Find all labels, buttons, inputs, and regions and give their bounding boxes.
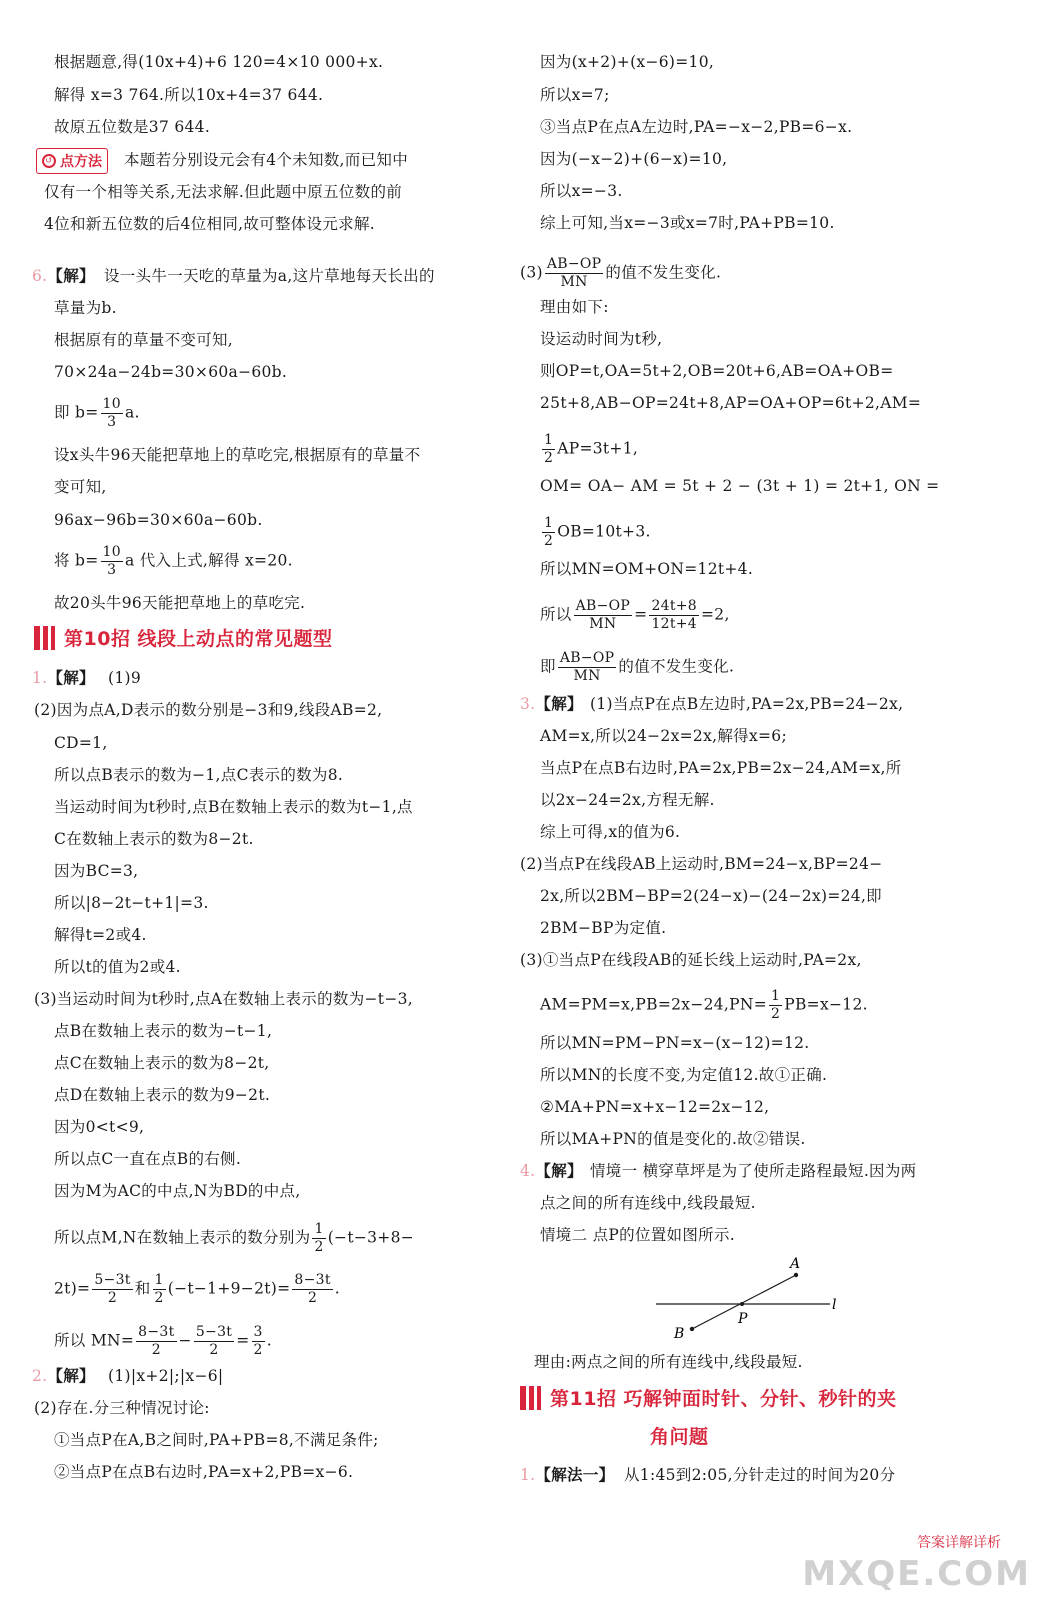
text-line: 2BM−BP为定值. — [540, 919, 667, 937]
text-line: 故原五位数是37 644. — [54, 118, 211, 136]
text-line: 所以MN=OM+ON=12t+4. — [540, 560, 754, 578]
section-heading-11: 第11招 巧解钟面时针、分针、秒针的夹 — [520, 1384, 897, 1411]
text-line: 所以t的值为2或4. — [54, 958, 181, 976]
label-b: B — [674, 1326, 685, 1342]
text-line: (1)|x+2|;|x−6| — [108, 1367, 224, 1385]
text-line: 综上可知,当x=−3或x=7时,PA+PB=10. — [540, 214, 835, 232]
problem-number: 1.【解】 — [32, 668, 95, 687]
text-line: CD=1, — [54, 734, 108, 752]
text-line: 以2x−24=2x,方程无解. — [540, 791, 715, 809]
text-line: 所以点B表示的数为−1,点C表示的数为8. — [54, 766, 344, 784]
text-line: ②MA+PN=x+x−12=2x−12, — [540, 1098, 770, 1116]
problem-number: 3.【解】 — [520, 694, 583, 713]
text-line: 点B在数轴上表示的数为−t−1, — [54, 1022, 273, 1040]
text-line: (1)9 — [108, 669, 142, 687]
text-line: (1)当点P在点B左边时,PA=2x,PB=24−2x, — [590, 695, 904, 713]
formula-line: 所以 $\frac{AB-OP}{MN}$ = $\frac{24t+8}{12t+4}$ =2, — [540, 598, 730, 632]
text-line: 点D在数轴上表示的数为9−2t. — [54, 1086, 271, 1104]
formula-line: $\frac{1}{2}$ OB=10t+3. — [544, 515, 651, 549]
point-p-diagram — [650, 1255, 850, 1345]
text-line: 因为BC=3, — [54, 862, 139, 880]
text-line: 变可知, — [54, 478, 107, 496]
text-line: 当运动时间为t秒时,点B在数轴上表示的数为t−1,点 — [54, 798, 413, 816]
text-line: 当点P在点B右边时,PA=2x,PB=2x−24,AM=x,所 — [540, 759, 902, 777]
problem-number: 4.【解】 — [520, 1161, 583, 1180]
text-line: 因为M为AC的中点,N为BD的中点, — [54, 1182, 301, 1200]
text-line: 设x头牛96天能把草地上的草吃完,根据原有的草量不 — [54, 446, 421, 464]
text-line: (2)因为点A,D表示的数分别是−3和9,线段AB=2, — [34, 701, 383, 719]
text-line: 25t+8,AB−OP=24t+8,AP=OA+OP=6t+2,AM= — [540, 394, 922, 412]
text-line: 仅有一个相等关系,无法求解.但此题中原五位数的前 — [44, 183, 403, 201]
text-line: OM= OA− AM = 5t + 2 − (3t + 1) = 2t+1, ON = — [540, 477, 940, 495]
text-line: 根据原有的草量不变可知, — [54, 331, 234, 349]
text-line: ②当点P在点B右边时,PA=x+2,PB=x−6. — [54, 1463, 354, 1481]
text-line: 理由:两点之间的所有连线中,线段最短. — [534, 1353, 803, 1371]
text-line: 从1:45到2:05,分针走过的时间为20分 — [624, 1466, 896, 1484]
label-l: l — [832, 1297, 837, 1313]
text-line: AM=x,所以24−2x=2x,解得x=6; — [540, 727, 787, 745]
text-line: 故20头牛96天能把草地上的草吃完. — [54, 594, 306, 612]
text-line: C在数轴上表示的数为8−2t. — [54, 830, 254, 848]
text-line: 所以x=7; — [540, 86, 610, 104]
section-heading-11-cont: 角问题 — [650, 1426, 709, 1448]
text-line: ①当点P在A,B之间时,PA+PB=8,不满足条件; — [54, 1431, 379, 1449]
point-p — [740, 1302, 744, 1306]
text-line: 根据题意,得(10x+4)+6 120=4×10 000+x. — [54, 53, 384, 71]
text-line: 2x,所以2BM−BP=2(24−x)−(24−2x)=24,即 — [540, 887, 882, 905]
tip-label: 点方法 — [60, 154, 102, 170]
tip-icon: ↺ — [42, 154, 56, 168]
text-line: 设一头牛一天吃的草量为a,这片草地每天长出的 — [104, 267, 435, 285]
method-tip-badge — [36, 148, 108, 174]
formula-line: $\frac{1}{2}$ AP=3t+1, — [544, 432, 639, 466]
formula-line: 2t)= $\frac{5-3t}{2}$ 和 $\frac{1}{2}$ (−t−1+9−2t)= $\frac{8-3t}{2}$ . — [54, 1272, 341, 1306]
point-a — [794, 1273, 798, 1277]
formula-line: AM=PM=x,PB=2x−24,PN= $\frac{1}{2}$ PB=x−12. — [540, 988, 868, 1022]
text-line: (3)当运动时间为t秒时,点A在数轴上表示的数为−t−3, — [34, 990, 413, 1008]
formula-line: 将 b= $\frac{10}{3}$ a 代入上式,解得 x=20. — [54, 544, 293, 578]
text-line: ③当点P在点A左边时,PA=−x−2,PB=6−x. — [540, 118, 853, 136]
text-line: 设运动时间为t秒, — [540, 330, 663, 348]
text-line: 所以点C一直在点B的右侧. — [54, 1150, 242, 1168]
formula-line: 所以点M,N在数轴上表示的数分别为 $\frac{1}{2}$ (−t−3+8− — [54, 1221, 415, 1255]
text-line: 解得t=2或4. — [54, 926, 147, 944]
section-bars-icon — [34, 626, 55, 650]
text-line: 所以MN的长度不变,为定值12.故①正确. — [540, 1066, 828, 1084]
page-footer: 答案详解详析 — [917, 1535, 1001, 1551]
formula-line: 所以 MN= $\frac{8-3t}{2}$ − $\frac{5-3t}{2}$ = $\frac{3}{2}$ . — [54, 1324, 272, 1358]
point-b — [690, 1327, 694, 1331]
text-line: 因为(x+2)+(x−6)=10, — [540, 53, 715, 71]
text-line: 综上可得,x的值为6. — [540, 823, 681, 841]
text-line: 草量为b. — [54, 299, 117, 317]
formula-line: 即 b= $\frac{10}{3}$ a. — [54, 396, 140, 430]
text-line: 所以MN=PM−PN=x−(x−12)=12. — [540, 1034, 810, 1052]
text-line: 70×24a−24b=30×60a−60b. — [54, 363, 288, 381]
text-line: 因为(−x−2)+(6−x)=10, — [540, 150, 728, 168]
watermark: MXQE.COM — [802, 1554, 1031, 1594]
text-line: (2)存在.分三种情况讨论: — [34, 1399, 210, 1417]
text-line: (2)当点P在线段AB上运动时,BM=24−x,BP=24− — [520, 855, 883, 873]
text-line: 所以MA+PN的值是变化的.故②错误. — [540, 1130, 806, 1148]
text-line: 情境一 横穿草坪是为了使所走路程最短.因为两 — [590, 1162, 917, 1180]
text-line: 则OP=t,OA=5t+2,OB=20t+6,AB=OA+OB= — [540, 362, 894, 380]
text-line: 点之间的所有连线中,线段最短. — [540, 1194, 756, 1212]
text-line: 理由如下: — [540, 298, 609, 316]
text-line: 所以x=−3. — [540, 182, 623, 200]
formula-line: (3) $\frac{AB-OP}{MN}$ 的值不发生变化. — [520, 256, 722, 290]
problem-number: 2.【解】 — [32, 1366, 95, 1385]
section-heading-10: 第10招 线段上动点的常见题型 — [34, 624, 333, 651]
text-line: 解得 x=3 764.所以10x+4=37 644. — [54, 86, 324, 104]
label-p: P — [738, 1311, 748, 1327]
text-line: 因为0<t<9, — [54, 1118, 145, 1136]
text-line: 情境二 点P的位置如图所示. — [540, 1226, 735, 1244]
text-line: (3)①当点P在线段AB的延长线上运动时,PA=2x, — [520, 951, 862, 969]
text-line: 所以|8−2t−t+1|=3. — [54, 894, 209, 912]
problem-number: 1.【解法一】 — [520, 1465, 615, 1484]
section-bars-icon — [520, 1386, 541, 1410]
text-line: 点C在数轴上表示的数为8−2t, — [54, 1054, 270, 1072]
text-line: 96ax−96b=30×60a−60b. — [54, 511, 263, 529]
text-line: 本题若分别设元会有4个未知数,而已知中 — [124, 151, 408, 169]
text-line: 4位和新五位数的后4位相同,故可整体设元求解. — [44, 215, 375, 233]
label-a: A — [790, 1256, 801, 1272]
formula-line: 即 $\frac{AB-OP}{MN}$ 的值不发生变化. — [540, 650, 735, 684]
problem-number: 6.【解】 — [32, 266, 95, 285]
